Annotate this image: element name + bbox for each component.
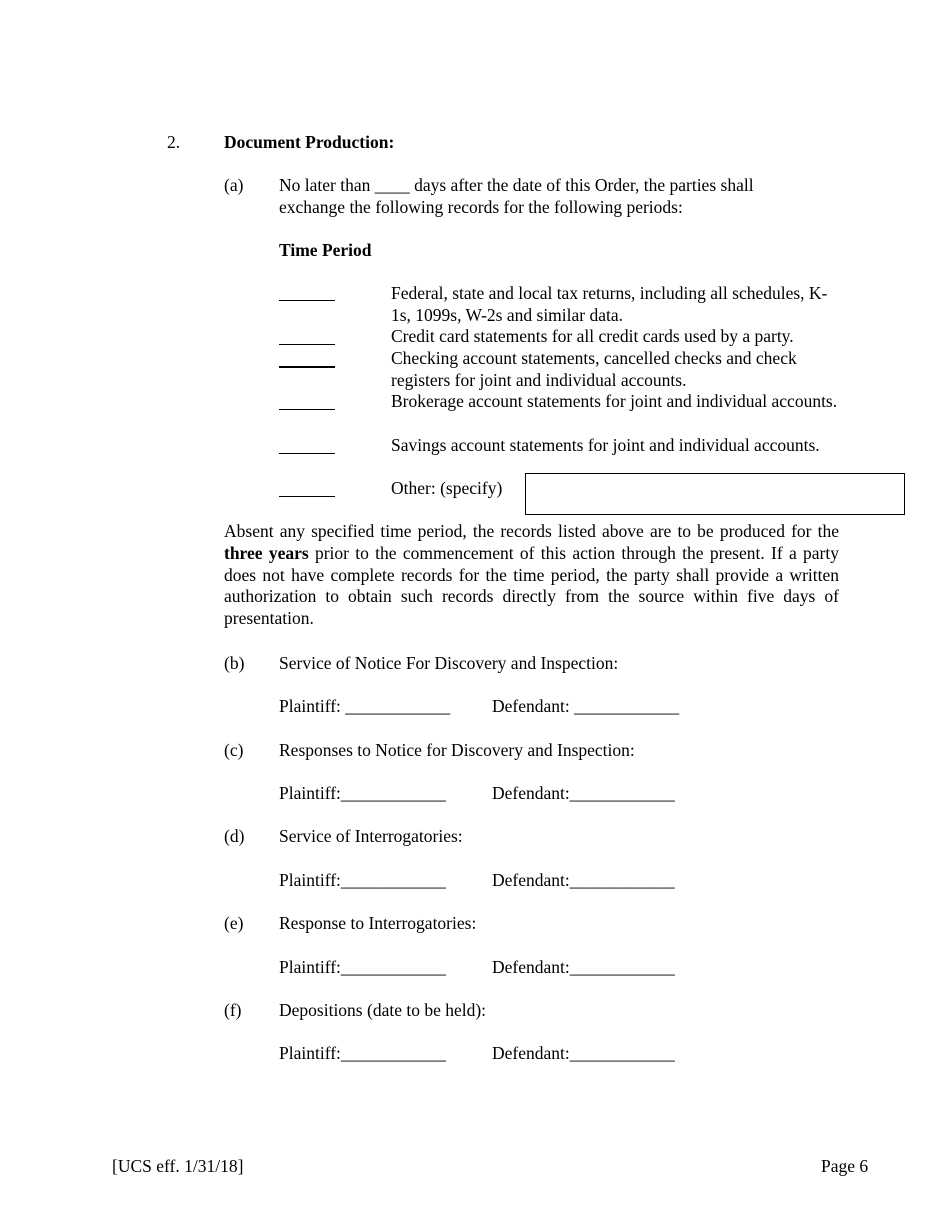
- subsection-b-defendant-field[interactable]: Defendant: ____________: [492, 696, 680, 716]
- subsection-a-line2: exchange the following records for the following periods:: [279, 197, 683, 217]
- record-item-checking: Checking account statements, cancelled checks and check registers for joint and individual accounts.: [391, 348, 797, 390]
- subsection-c-defendant-field[interactable]: Defendant:____________: [492, 783, 675, 803]
- subsection-b-label: (b): [224, 653, 245, 673]
- other-specify-field[interactable]: [525, 473, 905, 515]
- absent-time-period-paragraph: Absent any specified time period, the records listed above are to be produced for the three years prior to the commencement of this action through the present. If a party does not have complete records for the time period, the party shall provide a written authorization to obtain such records directly from the source within five days of presentation.: [224, 521, 839, 629]
- time-period-blank[interactable]: [279, 409, 335, 410]
- subsection-c-title: Responses to Notice for Discovery and Inspection:: [279, 740, 635, 760]
- time-period-blank[interactable]: [279, 453, 335, 454]
- subsection-f-plaintiff-field[interactable]: Plaintiff:____________: [279, 1043, 446, 1063]
- time-period-heading: Time Period: [279, 240, 372, 260]
- subsection-b-title: Service of Notice For Discovery and Inspection:: [279, 653, 619, 673]
- subsection-e-label: (e): [224, 913, 244, 933]
- time-period-blank[interactable]: [279, 344, 335, 345]
- subsection-b-plaintiff-field[interactable]: Plaintiff: ____________: [279, 696, 451, 716]
- subsection-e-plaintiff-field[interactable]: Plaintiff:____________: [279, 957, 446, 977]
- subsection-f-label: (f): [224, 1000, 242, 1020]
- record-item-other: Other: (specify): [391, 478, 503, 498]
- subsection-f-title: Depositions (date to be held):: [279, 1000, 487, 1020]
- footer-page-number: Page 6: [821, 1156, 869, 1176]
- subsection-f-defendant-field[interactable]: Defendant:____________: [492, 1043, 675, 1063]
- subsection-a-label: (a): [224, 175, 244, 195]
- time-period-blank[interactable]: [279, 300, 335, 301]
- time-period-blank[interactable]: [279, 366, 335, 368]
- time-period-blank[interactable]: [279, 496, 335, 497]
- section-title: Document Production:: [224, 132, 395, 152]
- record-item-brokerage: Brokerage account statements for joint and individual accounts.: [391, 391, 838, 411]
- subsection-c-plaintiff-field[interactable]: Plaintiff:____________: [279, 783, 446, 803]
- subsection-d-plaintiff-field[interactable]: Plaintiff:____________: [279, 870, 446, 890]
- subsection-c-label: (c): [224, 740, 244, 760]
- subsection-e-defendant-field[interactable]: Defendant:____________: [492, 957, 675, 977]
- section-number: 2.: [167, 132, 181, 152]
- subsection-a-line1: No later than ____ days after the date of this Order, the parties shall: [279, 175, 754, 195]
- subsection-d-defendant-field[interactable]: Defendant:____________: [492, 870, 675, 890]
- footer-form-id: [UCS eff. 1/31/18]: [112, 1156, 244, 1176]
- subsection-d-title: Service of Interrogatories:: [279, 826, 463, 846]
- subsection-e-title: Response to Interrogatories:: [279, 913, 477, 933]
- record-item-tax-returns: Federal, state and local tax returns, including all schedules, K-1s, 1099s, W-2s and similar data.: [391, 283, 828, 325]
- subsection-d-label: (d): [224, 826, 245, 846]
- record-item-credit-card: Credit card statements for all credit cards used by a party.: [391, 326, 794, 346]
- record-item-savings: Savings account statements for joint and individual accounts.: [391, 435, 820, 455]
